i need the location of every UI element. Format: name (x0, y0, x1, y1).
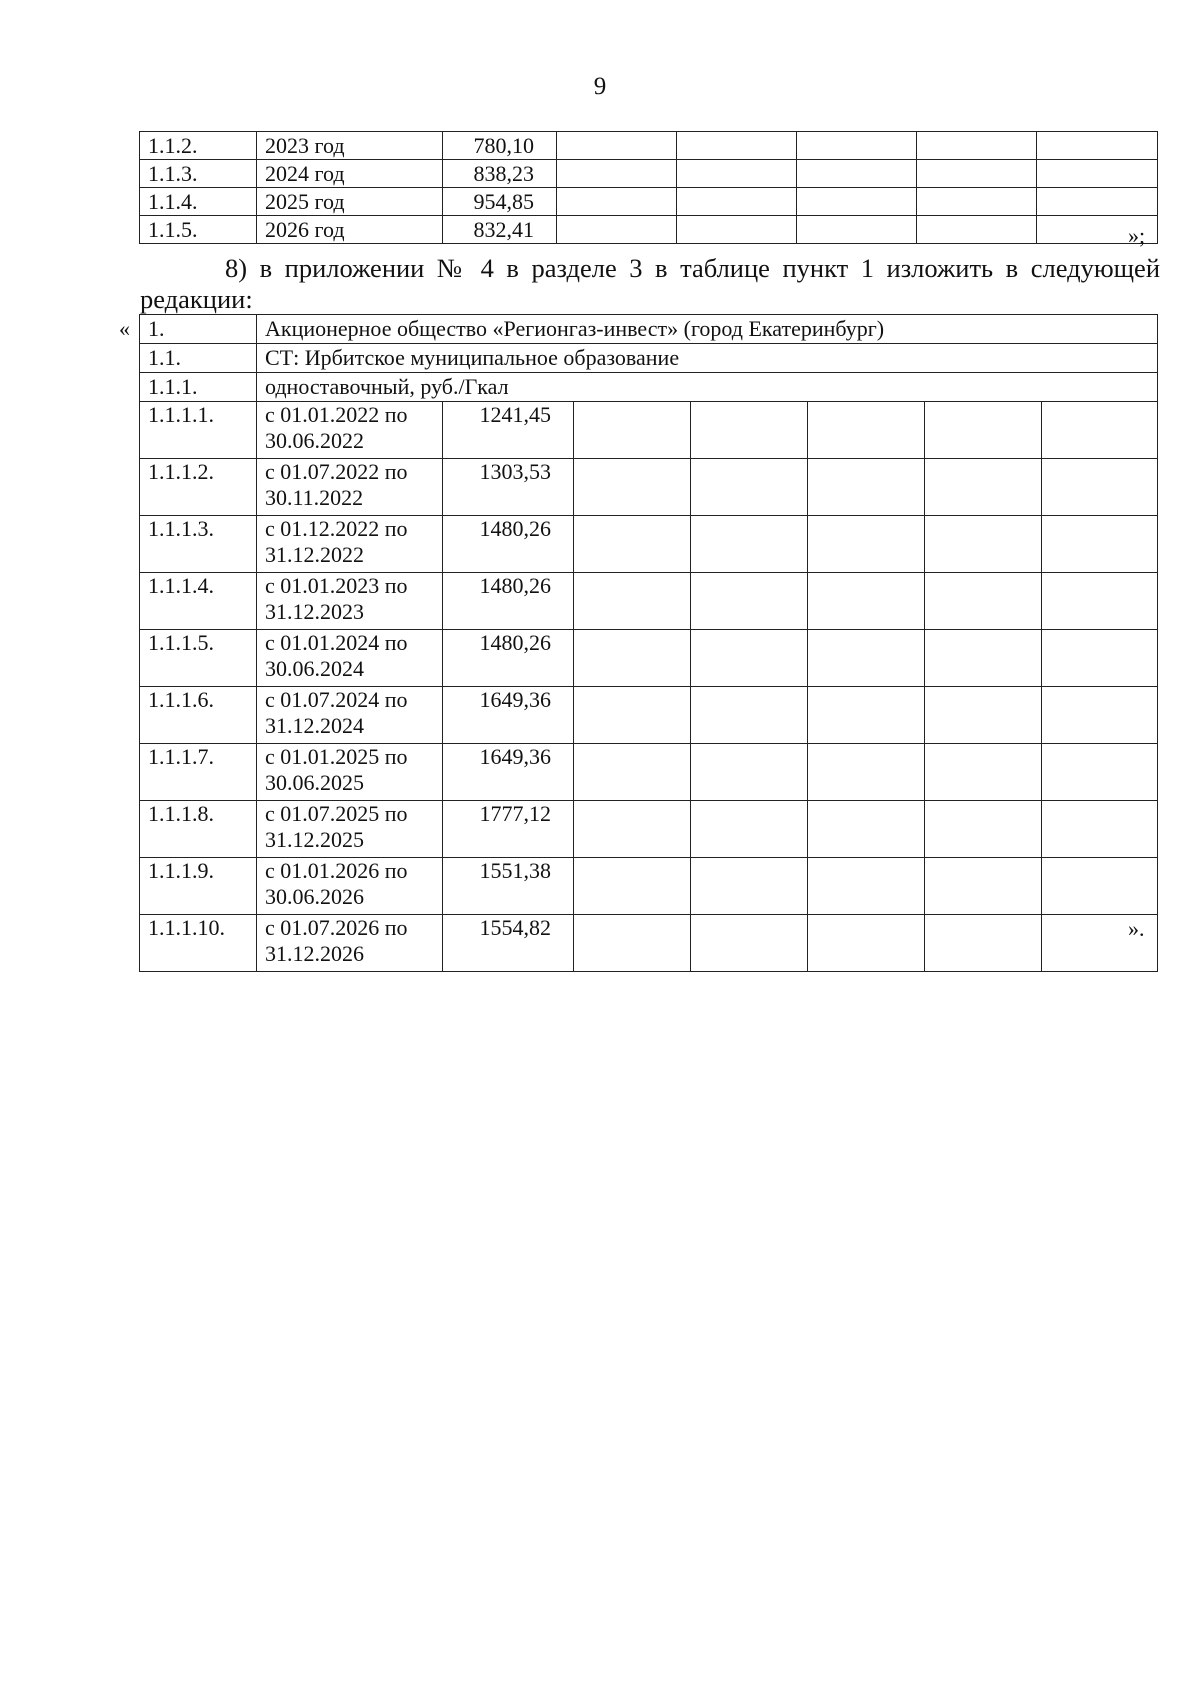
empty-cell (691, 687, 808, 744)
table-header-row (140, 315, 1158, 344)
empty-cell (691, 915, 808, 972)
row-number-cell: 1.1.1.10. (140, 915, 257, 972)
row-number-cell: 1.1.5. (140, 216, 257, 244)
empty-cell (691, 573, 808, 630)
table-row (140, 402, 1158, 459)
period-from: с 01.07.2022 по (265, 459, 408, 484)
opening-quote-table2: « (119, 316, 130, 341)
empty-cell (574, 858, 691, 915)
empty-cell (691, 459, 808, 516)
row-number-cell: 1.1.1.1. (140, 402, 257, 459)
empty-cell (917, 160, 1037, 188)
empty-cell (1042, 630, 1158, 687)
tariff-value-cell: 1777,12 (443, 801, 574, 858)
empty-cell (1037, 132, 1158, 160)
tariff-value-cell: 954,85 (443, 188, 557, 216)
row-number-cell: 1.1.1.8. (140, 801, 257, 858)
period-cell (257, 459, 443, 516)
empty-cell (808, 687, 925, 744)
period-from: с 01.07.2024 по (265, 687, 408, 712)
closing-quote-table2: ». (1128, 916, 1145, 941)
empty-cell (925, 801, 1042, 858)
period-to: 30.06.2024 (265, 656, 364, 681)
row-number-cell: 1.1.1.5. (140, 630, 257, 687)
tariff-value-cell: 1480,26 (443, 516, 574, 573)
empty-cell (574, 630, 691, 687)
table-row (140, 687, 1158, 744)
year-cell: 2026 год (257, 216, 443, 244)
empty-cell (557, 216, 677, 244)
table-row (140, 216, 1158, 244)
empty-cell (1037, 188, 1158, 216)
tariff-value-cell: 1554,82 (443, 915, 574, 972)
tariff-value-cell: 1551,38 (443, 858, 574, 915)
row-number-cell: 1.1. (140, 344, 257, 373)
row-number-cell: 1.1.1.2. (140, 459, 257, 516)
period-from: с 01.01.2024 по (265, 630, 408, 655)
empty-cell (808, 573, 925, 630)
paragraph-line-2: редакции: (140, 284, 253, 314)
empty-cell (574, 915, 691, 972)
period-to: 31.12.2023 (265, 599, 364, 624)
empty-cell (677, 132, 797, 160)
empty-cell (925, 687, 1042, 744)
period-from: с 01.12.2022 по (265, 516, 408, 541)
paragraph-line-1: 8) в приложении № 4 в разделе 3 в таблице пункт 1 изложить в следующей (225, 253, 1160, 283)
empty-cell (1042, 687, 1158, 744)
empty-cell (677, 160, 797, 188)
row-number-cell: 1.1.1.3. (140, 516, 257, 573)
tariff-value-cell: 832,41 (443, 216, 557, 244)
period-cell (257, 858, 443, 915)
year-cell: 2025 год (257, 188, 443, 216)
empty-cell (925, 459, 1042, 516)
empty-cell (1042, 744, 1158, 801)
tariff-value-cell: 1480,26 (443, 630, 574, 687)
row-title-cell: СТ: Ирбитское муниципальное образование (257, 344, 1158, 373)
amendment-paragraph (140, 253, 1160, 315)
row-number-cell: 1.1.1. (140, 373, 257, 402)
empty-cell (925, 858, 1042, 915)
table-row (140, 858, 1158, 915)
empty-cell (808, 915, 925, 972)
empty-cell (797, 216, 917, 244)
table-row (140, 744, 1158, 801)
period-from: с 01.01.2025 по (265, 744, 408, 769)
period-to: 31.12.2022 (265, 542, 364, 567)
period-to: 30.06.2022 (265, 428, 364, 453)
empty-cell (925, 630, 1042, 687)
row-number-cell: 1.1.1.4. (140, 573, 257, 630)
table-row (140, 516, 1158, 573)
empty-cell (925, 573, 1042, 630)
year-cell: 2024 год (257, 160, 443, 188)
period-to: 31.12.2024 (265, 713, 364, 738)
empty-cell (808, 630, 925, 687)
empty-cell (574, 516, 691, 573)
empty-cell (574, 573, 691, 630)
table-row (140, 630, 1158, 687)
row-number-cell: 1.1.1.6. (140, 687, 257, 744)
period-to: 30.06.2026 (265, 884, 364, 909)
period-cell (257, 801, 443, 858)
empty-cell (808, 459, 925, 516)
period-to: 30.11.2022 (265, 485, 364, 510)
empty-cell (557, 160, 677, 188)
empty-cell (917, 132, 1037, 160)
closing-quote-table1: »; (1128, 223, 1146, 248)
row-number-cell: 1.1.1.9. (140, 858, 257, 915)
empty-cell (808, 516, 925, 573)
tariff-table-item-1 (139, 314, 1158, 972)
empty-cell (691, 801, 808, 858)
empty-cell (1042, 801, 1158, 858)
period-cell (257, 516, 443, 573)
empty-cell (691, 744, 808, 801)
empty-cell (797, 188, 917, 216)
empty-cell (677, 216, 797, 244)
period-cell (257, 402, 443, 459)
tariff-value-cell: 838,23 (443, 160, 557, 188)
row-number-cell: 1.1.4. (140, 188, 257, 216)
period-from: с 01.01.2026 по (265, 858, 408, 883)
empty-cell (574, 687, 691, 744)
empty-cell (574, 459, 691, 516)
period-to: 30.06.2025 (265, 770, 364, 795)
table-row (140, 132, 1158, 160)
tariff-value-cell: 1649,36 (443, 744, 574, 801)
empty-cell (925, 915, 1042, 972)
tariff-value-cell: 1241,45 (443, 402, 574, 459)
empty-cell (1042, 858, 1158, 915)
empty-cell (1037, 160, 1158, 188)
period-from: с 01.07.2025 по (265, 801, 408, 826)
period-cell (257, 630, 443, 687)
period-from: с 01.01.2022 по (265, 402, 408, 427)
table-header-row (140, 344, 1158, 373)
row-number-cell: 1.1.2. (140, 132, 257, 160)
table-row (140, 573, 1158, 630)
empty-cell (925, 744, 1042, 801)
table-row (140, 801, 1158, 858)
table-header-row (140, 373, 1158, 402)
empty-cell (691, 858, 808, 915)
tariff-table-continuation (139, 131, 1158, 244)
period-cell (257, 915, 443, 972)
empty-cell (677, 188, 797, 216)
empty-cell (691, 402, 808, 459)
empty-cell (808, 801, 925, 858)
empty-cell (557, 132, 677, 160)
empty-cell (797, 160, 917, 188)
row-number-cell: 1.1.1.7. (140, 744, 257, 801)
empty-cell (574, 744, 691, 801)
period-to: 31.12.2026 (265, 941, 364, 966)
period-from: с 01.01.2023 по (265, 573, 408, 598)
table-row (140, 459, 1158, 516)
empty-cell (925, 516, 1042, 573)
period-from: с 01.07.2026 по (265, 915, 408, 940)
period-cell (257, 573, 443, 630)
empty-cell (917, 188, 1037, 216)
year-cell: 2023 год (257, 132, 443, 160)
row-title-cell: одноставочный, руб./Гкал (257, 373, 1158, 402)
empty-cell (1042, 459, 1158, 516)
tariff-value-cell: 780,10 (443, 132, 557, 160)
row-title-cell: Акционерное общество «Регионгаз-инвест» (город Екатеринбург) (257, 315, 1158, 344)
empty-cell (691, 630, 808, 687)
empty-cell (557, 188, 677, 216)
table-row (140, 160, 1158, 188)
row-number-cell: 1.1.3. (140, 160, 257, 188)
empty-cell (917, 216, 1037, 244)
empty-cell (797, 132, 917, 160)
row-number-cell: 1. (140, 315, 257, 344)
empty-cell (574, 402, 691, 459)
empty-cell (1042, 402, 1158, 459)
page-number: 9 (593, 73, 607, 100)
empty-cell (808, 402, 925, 459)
empty-cell (1042, 573, 1158, 630)
tariff-value-cell: 1303,53 (443, 459, 574, 516)
empty-cell (808, 858, 925, 915)
period-cell (257, 744, 443, 801)
period-cell (257, 687, 443, 744)
empty-cell (925, 402, 1042, 459)
empty-cell (691, 516, 808, 573)
empty-cell (808, 744, 925, 801)
period-to: 31.12.2025 (265, 827, 364, 852)
table-row (140, 188, 1158, 216)
empty-cell (1042, 516, 1158, 573)
table-row (140, 915, 1158, 972)
empty-cell (574, 801, 691, 858)
tariff-value-cell: 1480,26 (443, 573, 574, 630)
tariff-value-cell: 1649,36 (443, 687, 574, 744)
